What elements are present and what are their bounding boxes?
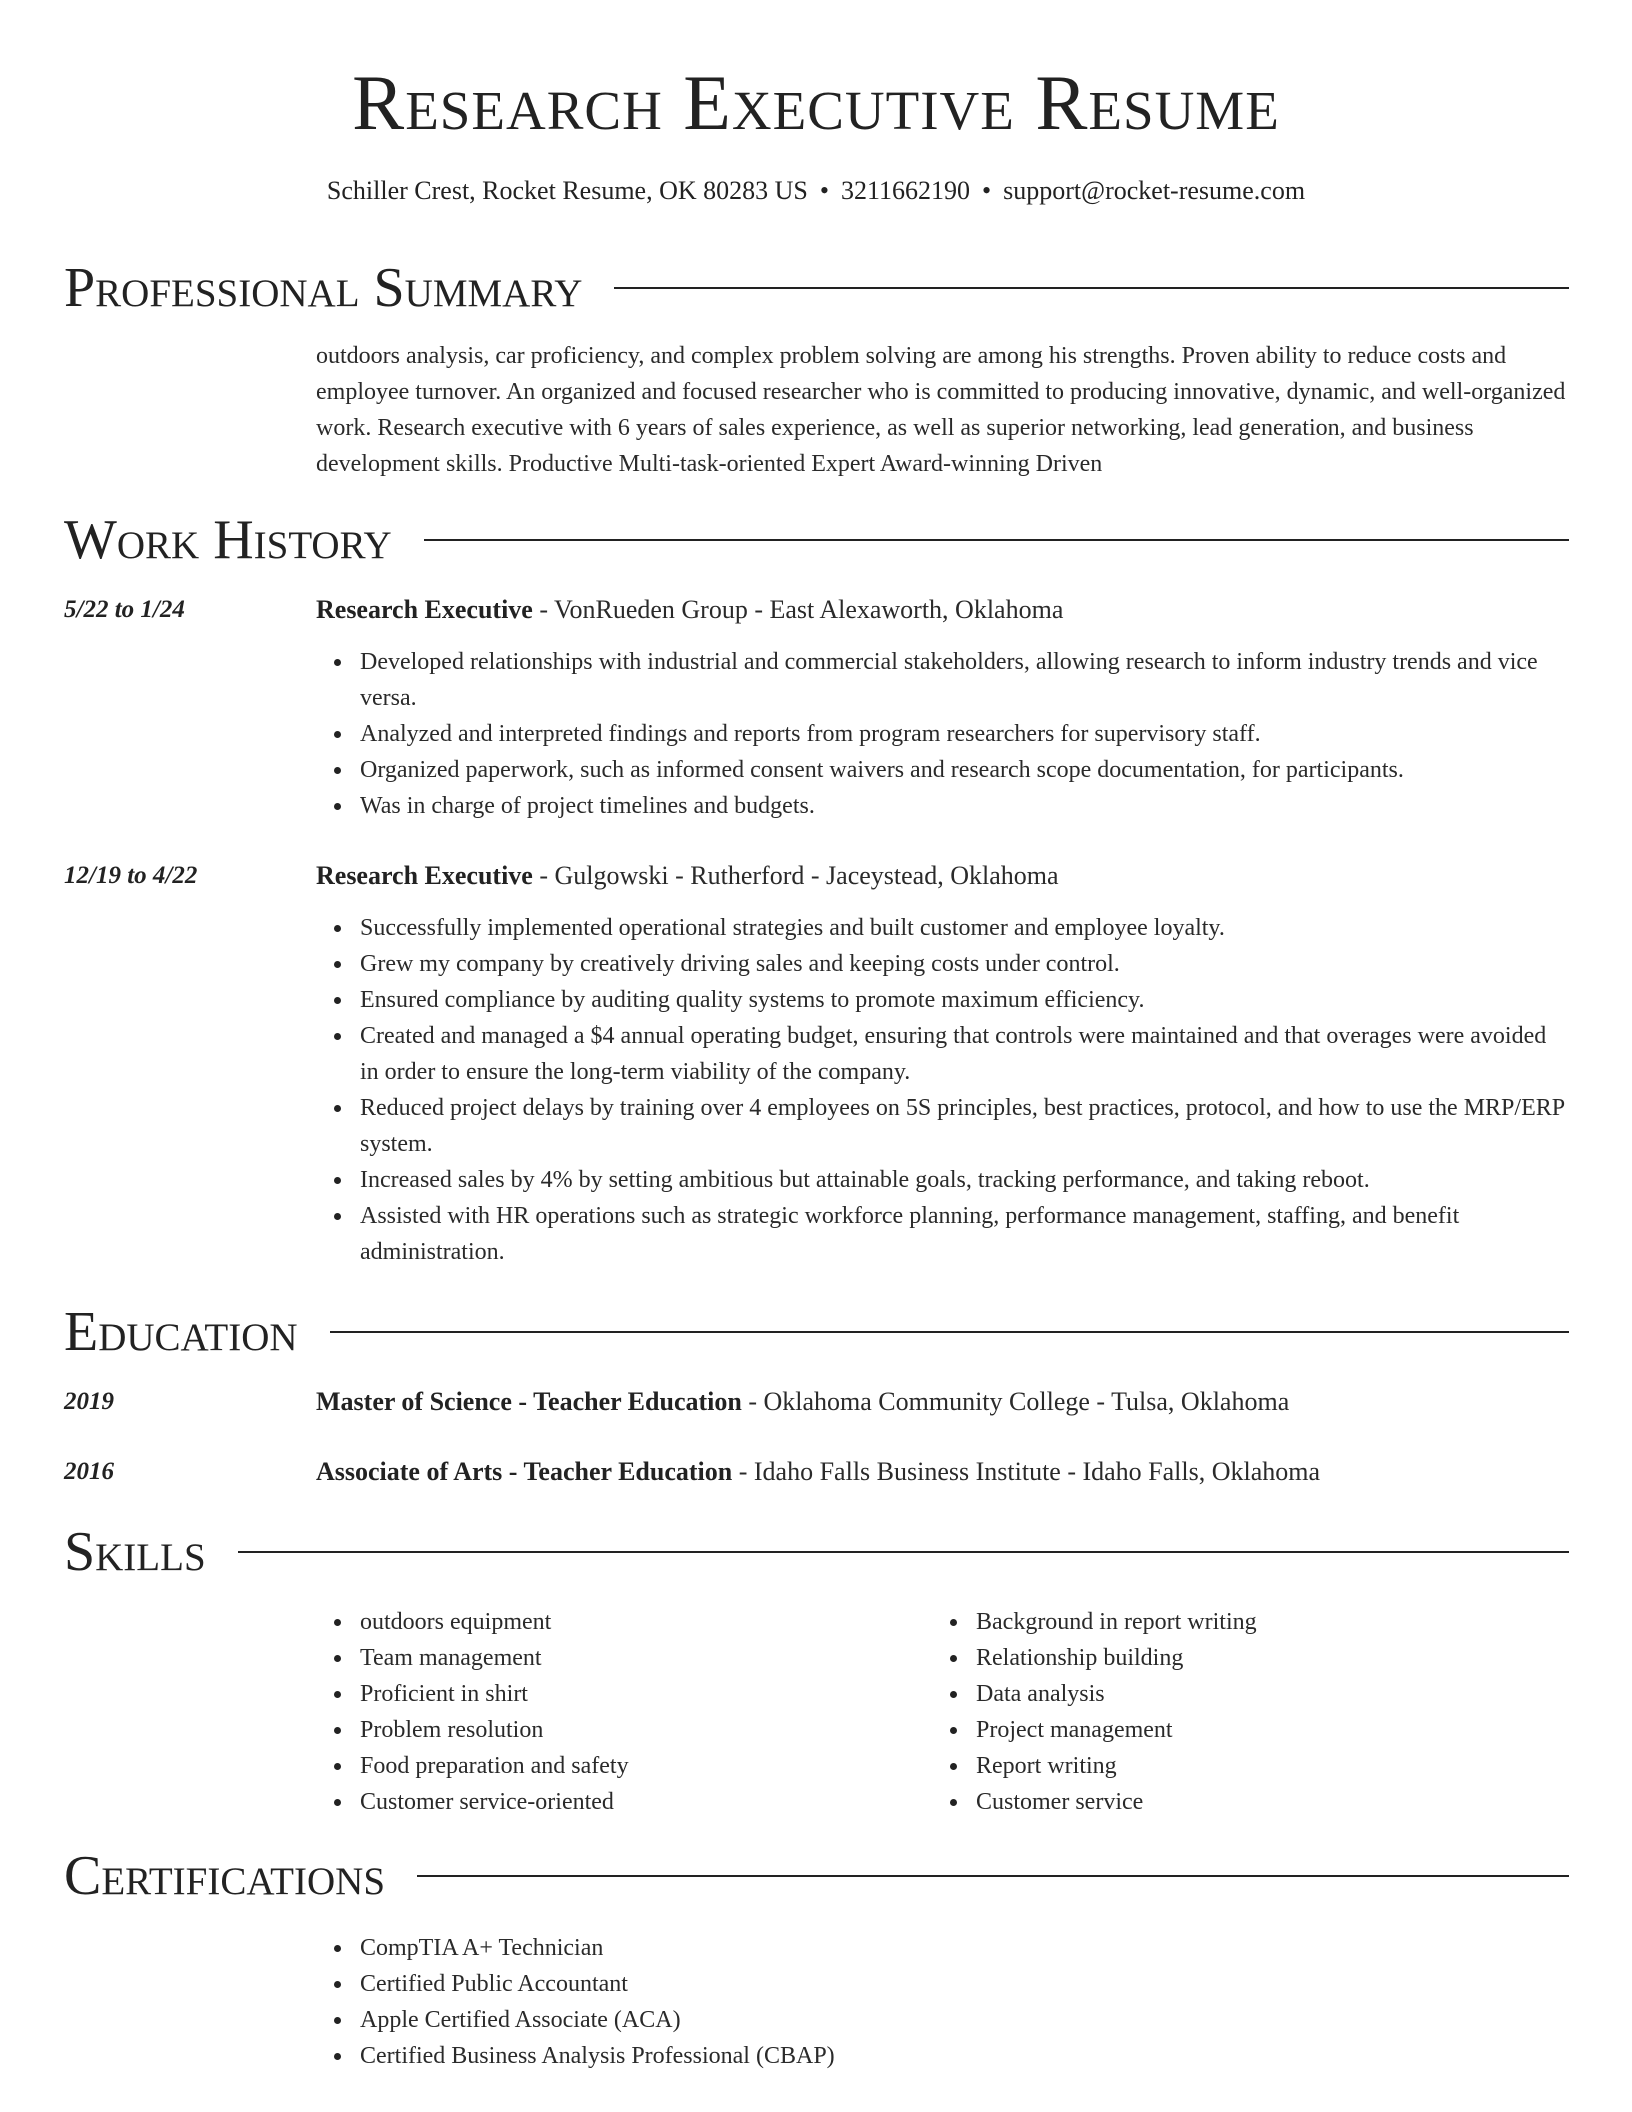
list-item: Developed relationships with industrial and commercial stakeholders, allowing research to inform industry trends and vice versa. bbox=[360, 644, 1569, 716]
section-divider bbox=[238, 1551, 1569, 1553]
list-item: Assisted with HR operations such as strategic workforce planning, performance management, staffing, and benefit administration. bbox=[360, 1198, 1569, 1270]
contact-separator: • bbox=[819, 176, 829, 205]
section-title: Work History bbox=[64, 509, 392, 571]
section-divider bbox=[614, 287, 1569, 289]
resume-title: Research Executive Resume bbox=[352, 59, 1280, 146]
list-item: Created and managed a $4 annual operating budget, ensuring that controls were maintained and that overages were avoided in order to ensure the long-term viability of the company. bbox=[360, 1018, 1569, 1090]
contact-phone: 3211662190 bbox=[840, 176, 971, 205]
list-item: Certified Business Analysis Professional (CBAP) bbox=[360, 2038, 1569, 2074]
list-item: Grew my company by creatively driving sales and keeping costs under control. bbox=[360, 946, 1569, 982]
section-header-education bbox=[64, 1302, 1569, 1362]
list-item: CompTIA A+ Technician bbox=[360, 1930, 1569, 1966]
job-dates: 12/19 to 4/22 bbox=[64, 862, 198, 889]
summary-text: outdoors analysis, car proficiency, and complex problem solving are among his strengths. Proven ability to reduce costs and employee turnover. An organized and focused researcher who is committed to producing innovative, dynamic, and well-organized work. Research executive with 6 years of sales experience, as well as superior networking, lead generation, and business development skills. Productive Multi-task-oriented Expert Award-winning Driven bbox=[316, 343, 1566, 477]
list-item: Organized paperwork, such as informed consent waivers and research scope documentation, for participants. bbox=[360, 752, 1569, 788]
list-item: outdoors equipment bbox=[360, 1604, 920, 1640]
section-title: Professional Summary bbox=[64, 257, 583, 319]
list-item: Reduced project delays by training over 4 employees on 5S principles, best practices, protocol, and how to use the MRP/ERP system. bbox=[360, 1090, 1569, 1162]
job-duties-list bbox=[316, 910, 1569, 1270]
education-degree: Associate of Arts - Teacher Education bbox=[316, 1457, 733, 1486]
list-item: Ensured compliance by auditing quality systems to promote maximum efficiency. bbox=[360, 982, 1569, 1018]
skills-list-right bbox=[932, 1604, 1536, 1820]
contact-line bbox=[0, 174, 1632, 208]
job-heading bbox=[316, 858, 1569, 894]
list-item: Increased sales by 4% by setting ambitious but attainable goals, tracking performance, and taking reboot. bbox=[360, 1162, 1569, 1198]
job-duties-list bbox=[316, 644, 1569, 824]
list-item: Customer service bbox=[976, 1784, 1536, 1820]
job-employer-location: - Gulgowski - Rutherford - Jaceystead, Oklahoma bbox=[532, 861, 1059, 890]
job-heading bbox=[316, 592, 1569, 628]
job-title: Research Executive bbox=[316, 595, 533, 624]
education-heading bbox=[316, 1454, 1569, 1490]
education-degree: Master of Science - Teacher Education bbox=[316, 1387, 742, 1416]
list-item: Certified Public Accountant bbox=[360, 1966, 1569, 2002]
list-item: Problem resolution bbox=[360, 1712, 920, 1748]
list-item: Background in report writing bbox=[976, 1604, 1536, 1640]
list-item: Report writing bbox=[976, 1748, 1536, 1784]
section-header-summary bbox=[64, 258, 1569, 318]
section-header-work-history bbox=[64, 510, 1569, 570]
education-year: 2019 bbox=[64, 1388, 114, 1415]
section-divider bbox=[330, 1331, 1569, 1333]
skills-list-left bbox=[316, 1604, 920, 1820]
job-dates: 5/22 to 1/24 bbox=[64, 596, 185, 623]
section-header-skills bbox=[64, 1522, 1569, 1582]
list-item: Project management bbox=[976, 1712, 1536, 1748]
certifications-list bbox=[316, 1930, 1569, 2074]
list-item: Apple Certified Associate (ACA) bbox=[360, 2002, 1569, 2038]
education-school-location: - Oklahoma Community College - Tulsa, Oklahoma bbox=[741, 1387, 1290, 1416]
contact-address: Schiller Crest, Rocket Resume, OK 80283 US bbox=[326, 176, 808, 205]
section-divider bbox=[424, 539, 1569, 541]
education-year: 2016 bbox=[64, 1458, 114, 1485]
job-employer-location: - VonRueden Group - East Alexaworth, Oklahoma bbox=[532, 595, 1064, 624]
section-divider bbox=[417, 1875, 1569, 1877]
job-title: Research Executive bbox=[316, 861, 533, 890]
list-item: Food preparation and safety bbox=[360, 1748, 920, 1784]
contact-email: support@rocket-resume.com bbox=[1003, 176, 1306, 205]
section-title: Education bbox=[64, 1301, 298, 1363]
list-item: Proficient in shirt bbox=[360, 1676, 920, 1712]
contact-separator: • bbox=[982, 176, 992, 205]
list-item: Team management bbox=[360, 1640, 920, 1676]
section-header-certifications bbox=[64, 1846, 1569, 1906]
list-item: Analyzed and interpreted findings and reports from program researchers for supervisory staff. bbox=[360, 716, 1569, 752]
education-school-location: - Idaho Falls Business Institute - Idaho Falls, Oklahoma bbox=[732, 1457, 1321, 1486]
section-title: Skills bbox=[64, 1521, 206, 1583]
list-item: Was in charge of project timelines and budgets. bbox=[360, 788, 1569, 824]
list-item: Relationship building bbox=[976, 1640, 1536, 1676]
education-heading bbox=[316, 1384, 1569, 1420]
list-item: Data analysis bbox=[976, 1676, 1536, 1712]
section-title: Certifications bbox=[64, 1845, 386, 1907]
list-item: Customer service-oriented bbox=[360, 1784, 920, 1820]
list-item: Successfully implemented operational strategies and built customer and employee loyalty. bbox=[360, 910, 1569, 946]
